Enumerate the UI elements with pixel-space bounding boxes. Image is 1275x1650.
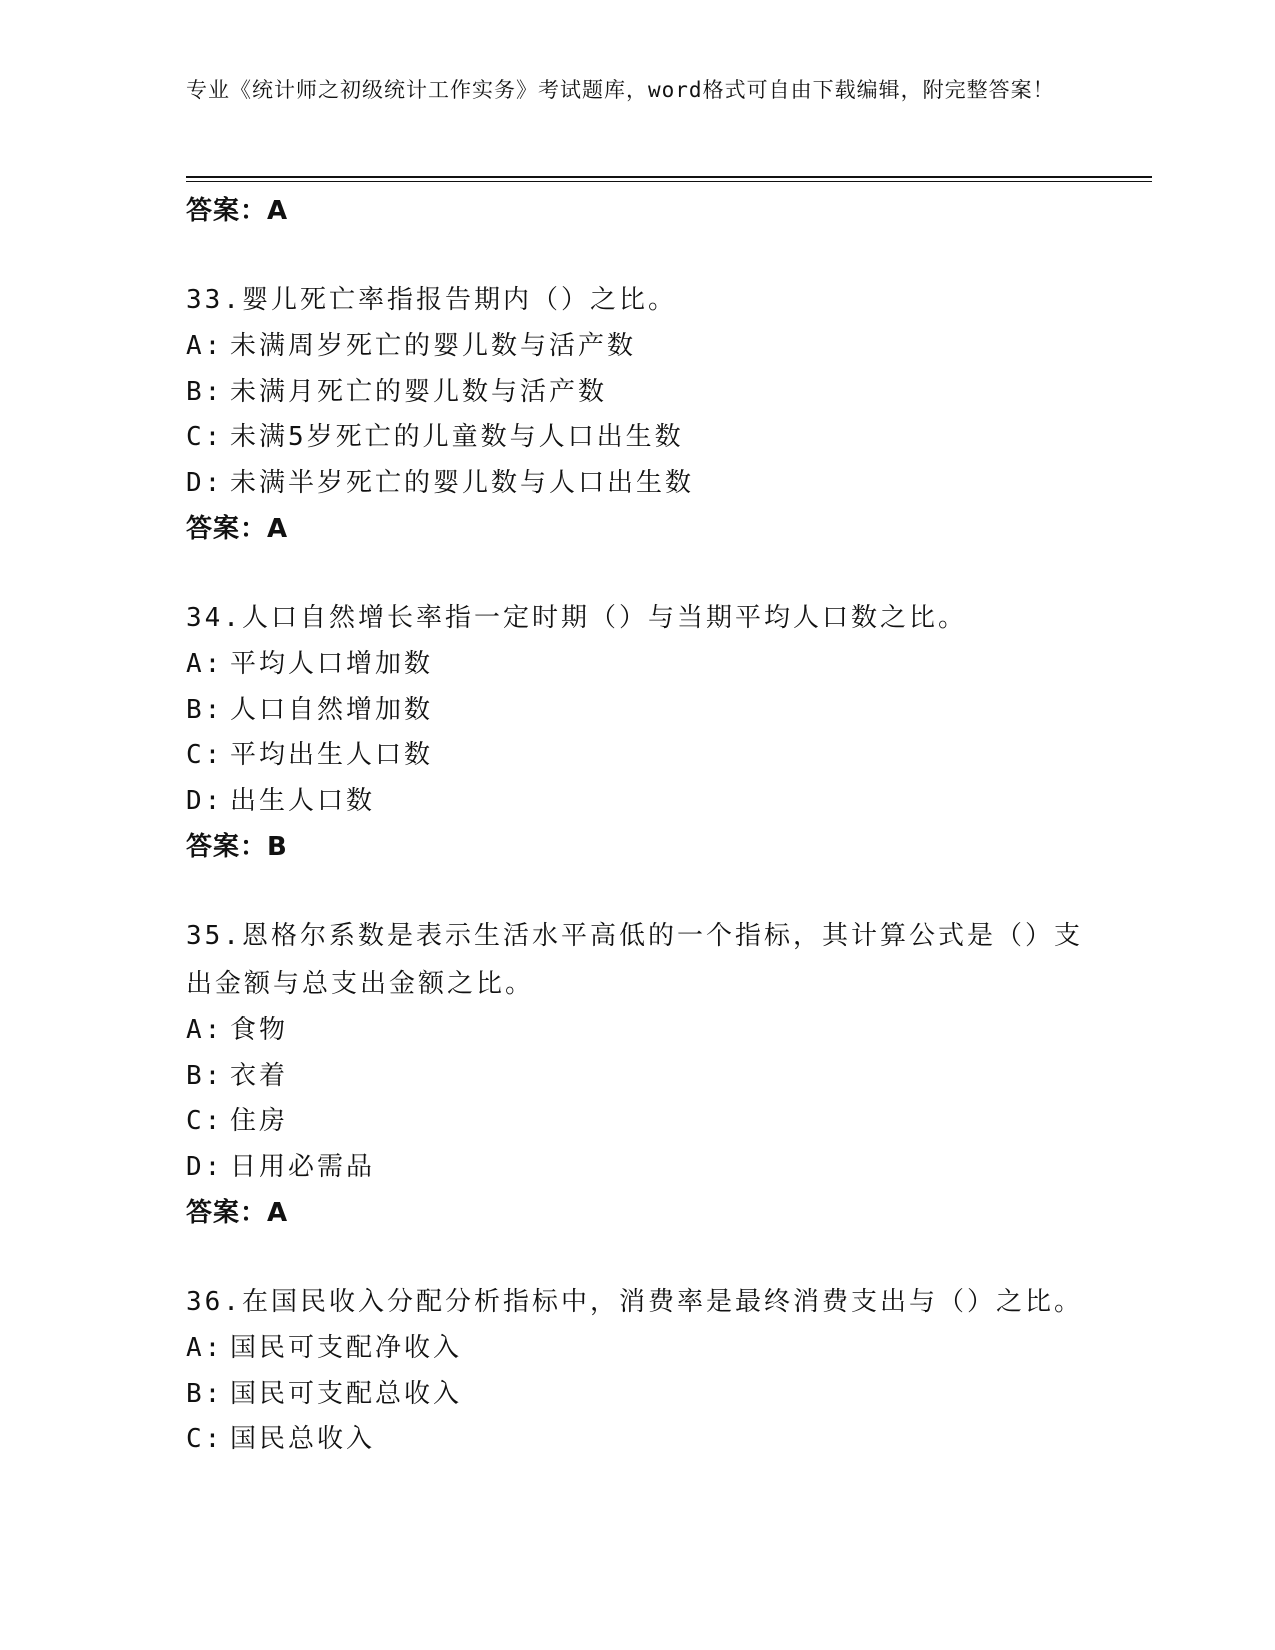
- option-key: A:: [186, 331, 224, 361]
- option-c: [186, 733, 1106, 779]
- option-key: C:: [186, 422, 224, 452]
- question-stem: 34.人口自然增长率指一定时期（）与当期平均人口数之比。: [186, 603, 967, 633]
- option-text: 衣着: [230, 1060, 289, 1091]
- option-text: 未满周岁死亡的婴儿数与活产数: [230, 331, 637, 361]
- option-text: 平均人口增加数: [230, 649, 434, 679]
- option-key: C:: [186, 740, 224, 770]
- question-stem: 33.婴儿死亡率指报告期内（）之比。: [186, 285, 677, 315]
- page-header: 专业《统计师之初级统计工作实务》考试题库，word格式可自由下载编辑，附完整答案！: [186, 78, 1055, 102]
- option-key: A:: [186, 649, 224, 679]
- option-d: [186, 1145, 1106, 1191]
- option-text: 住房: [230, 1106, 289, 1136]
- option-a: [186, 1008, 1106, 1054]
- answer-label: 答案：B: [186, 832, 288, 862]
- option-text: 人口自然增加数: [230, 694, 434, 725]
- option-c: [186, 1099, 1106, 1145]
- option-text: 食物: [230, 1015, 289, 1045]
- option-text: 出生人口数: [230, 785, 376, 816]
- option-key: B:: [186, 376, 224, 407]
- option-text: 未满半岁死亡的婴儿数与人口出生数: [230, 467, 695, 498]
- option-text: 未满月死亡的婴儿数与活产数: [230, 376, 608, 407]
- option-b: [186, 370, 1106, 416]
- option-text: 国民总收入: [230, 1424, 376, 1454]
- answer-label: 答案：A: [186, 1198, 289, 1228]
- question-list: [186, 188, 1106, 1463]
- option-key: C:: [186, 1424, 224, 1454]
- question-33: [186, 276, 1106, 552]
- option-d: [186, 779, 1106, 825]
- option-a: [186, 642, 1106, 688]
- question-stem: 36.在国民收入分配分析指标中，消费率是最终消费支出与（）之比。: [186, 1287, 1083, 1317]
- option-key: B:: [186, 1060, 224, 1091]
- option-c: [186, 415, 1106, 461]
- option-key: B:: [186, 1378, 224, 1409]
- option-key: D:: [186, 785, 224, 816]
- answer-label: 答案：A: [186, 196, 289, 226]
- header-divider-thin: [186, 181, 1152, 182]
- option-key: D:: [186, 467, 224, 498]
- question-35: [186, 912, 1106, 1236]
- option-text: 未满5岁死亡的儿童数与人口出生数: [230, 422, 684, 452]
- option-key: C:: [186, 1106, 224, 1136]
- option-text: 国民可支配净收入: [230, 1333, 463, 1363]
- option-c: [186, 1417, 1106, 1463]
- option-key: A:: [186, 1333, 224, 1363]
- option-key: A:: [186, 1015, 224, 1045]
- option-text: 国民可支配总收入: [230, 1378, 463, 1409]
- question-34: [186, 594, 1106, 870]
- answer-label: 答案：A: [186, 514, 289, 544]
- option-a: [186, 1326, 1106, 1372]
- option-b: [186, 1372, 1106, 1418]
- question-36: [186, 1278, 1106, 1463]
- option-key: D:: [186, 1151, 224, 1182]
- option-b: [186, 688, 1106, 734]
- option-d: [186, 461, 1106, 507]
- header-divider: [186, 176, 1152, 178]
- option-b: [186, 1054, 1106, 1100]
- option-a: [186, 324, 1106, 370]
- option-text: 平均出生人口数: [230, 740, 434, 770]
- question-stem: 35.恩格尔系数是表示生活水平高低的一个指标，其计算公式是（）支出金额与总支出金额之比。: [186, 921, 1083, 999]
- option-text: 日用必需品: [230, 1151, 376, 1182]
- option-key: B:: [186, 694, 224, 725]
